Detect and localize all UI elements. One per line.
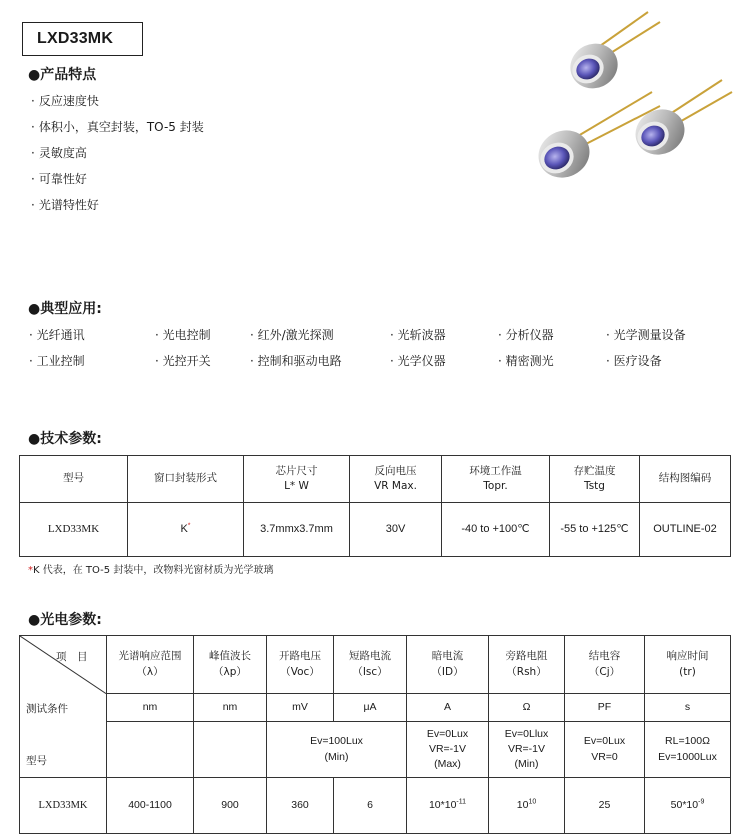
cell-topr: -40 to +100℃ xyxy=(442,503,550,557)
table-header-row xyxy=(20,636,731,694)
condition-cell xyxy=(194,722,267,778)
applications-title: ●典型应用: xyxy=(28,301,102,317)
tech-footnote: *K 代表，在 TO-5 封装中，改物料光窗材质为光学玻璃 xyxy=(28,565,274,576)
header-cell: 窗口封装形式 xyxy=(128,456,244,503)
cell-outline: OUTLINE-02 xyxy=(640,503,731,557)
model-title-box xyxy=(22,22,143,56)
features-list xyxy=(31,92,204,222)
unit-cell: Ω xyxy=(489,694,565,722)
header-cell: 光谱响应范围 （λ） xyxy=(107,636,194,694)
header-cell: 短路电流 （Isc） xyxy=(334,636,407,694)
application-item: · 光控开关 xyxy=(155,354,211,368)
feature-item: · 灵敏度高 xyxy=(31,146,87,160)
header-cell: 响应时间 (tr) xyxy=(645,636,731,694)
cell-cj: 25 xyxy=(565,778,645,834)
opto-params-table xyxy=(19,635,731,834)
photodiode-top xyxy=(563,12,660,96)
model-title: LXD33MK xyxy=(37,30,114,47)
unit-cell: s xyxy=(645,694,731,722)
cell-tstg: -55 to +125℃ xyxy=(550,503,640,557)
header-cell: 存贮温度 Tstg xyxy=(550,456,640,503)
header-cell: 环境工作温 Topr. xyxy=(442,456,550,503)
unit-cell: PF xyxy=(565,694,645,722)
unit-cell: mV xyxy=(267,694,334,722)
condition-row xyxy=(20,722,731,778)
header-cell: 芯片尺寸 L* W xyxy=(244,456,350,503)
applications-row-2 xyxy=(29,352,729,372)
header-cell: 反向电压 VR Max. xyxy=(350,456,442,503)
condition-cell: Ev=0Llux VR=-1V (Min) xyxy=(489,722,565,778)
header-cell: 结电容 （Cj） xyxy=(565,636,645,694)
tech-title: ●技术参数: xyxy=(28,431,102,447)
condition-cell: Ev=100Lux (Min) xyxy=(267,722,407,778)
application-item: · 工业控制 xyxy=(29,354,85,368)
feature-item: · 可靠性好 xyxy=(31,172,87,186)
application-item: · 光电控制 xyxy=(155,328,211,342)
condition-cell: Ev=0Lux VR=-1V (Max) xyxy=(407,722,489,778)
product-photo xyxy=(520,6,734,194)
cell-voc: 360 xyxy=(267,778,334,834)
unit-cell: A xyxy=(407,694,489,722)
application-item: · 光学仪器 xyxy=(390,354,446,368)
condition-cell xyxy=(107,722,194,778)
header-cell: 开路电压 （Voc） xyxy=(267,636,334,694)
unit-row xyxy=(20,694,731,722)
header-cell: 峰值波长 （λp） xyxy=(194,636,267,694)
tech-params-table xyxy=(19,455,731,557)
cell-range: 400-1100 xyxy=(107,778,194,834)
feature-item: · 反应速度快 xyxy=(31,94,99,108)
condition-cell: RL=100Ω Ev=1000Lux xyxy=(645,722,731,778)
cell-model: LXD33MK xyxy=(20,778,107,834)
cell-peak: 900 xyxy=(194,778,267,834)
application-item: · 精密测光 xyxy=(498,354,554,368)
unit-cell: nm xyxy=(107,694,194,722)
cell-rsh: $10^{10}$ xyxy=(489,778,565,834)
corner-cell xyxy=(20,636,107,778)
unit-cell: nm xyxy=(194,694,267,722)
condition-cell: Ev=0Lux VR=0 xyxy=(565,722,645,778)
table-row xyxy=(20,503,731,557)
application-item: · 控制和驱动电路 xyxy=(250,354,342,368)
corner-model-label: 型号 xyxy=(26,755,47,767)
feature-item: · 体积小，真空封装，TO-5 封装 xyxy=(31,120,204,134)
feature-item: · 光谱特性好 xyxy=(31,198,99,212)
photodiode-right xyxy=(628,80,732,163)
table-header-row xyxy=(20,456,731,503)
cell-window: K* xyxy=(128,503,244,557)
application-item: · 红外/激光探测 xyxy=(250,328,334,342)
cell-vr: 30V xyxy=(350,503,442,557)
table-row xyxy=(20,778,731,834)
application-item: · 分析仪器 xyxy=(498,328,554,342)
cell-tr: $50*10^{-9}$ xyxy=(645,778,731,834)
applications-row-1 xyxy=(29,326,729,346)
application-item: · 光纤通讯 xyxy=(29,328,85,342)
opto-title: ●光电参数: xyxy=(28,612,102,628)
header-cell: 旁路电阻 （Rsh） xyxy=(489,636,565,694)
cell-chip-size: 3.7mmx3.7mm xyxy=(244,503,350,557)
cell-model: LXD33MK xyxy=(20,503,128,557)
header-cell: 型号 xyxy=(20,456,128,503)
features-title: ●产品特点 xyxy=(28,67,97,83)
cell-isc: 6 xyxy=(334,778,407,834)
cell-id: $10*10^{-11}$ xyxy=(407,778,489,834)
application-item: · 光斩波器 xyxy=(390,328,446,342)
corner-item-label: 项 目 xyxy=(56,651,88,663)
corner-condition-label: 测试条件 xyxy=(26,703,68,715)
application-item: · 光学测量设备 xyxy=(606,328,686,342)
unit-cell: μA xyxy=(334,694,407,722)
header-cell: 暗电流 （ID） xyxy=(407,636,489,694)
header-cell: 结构图编码 xyxy=(640,456,731,503)
application-item: · 医疗设备 xyxy=(606,354,662,368)
